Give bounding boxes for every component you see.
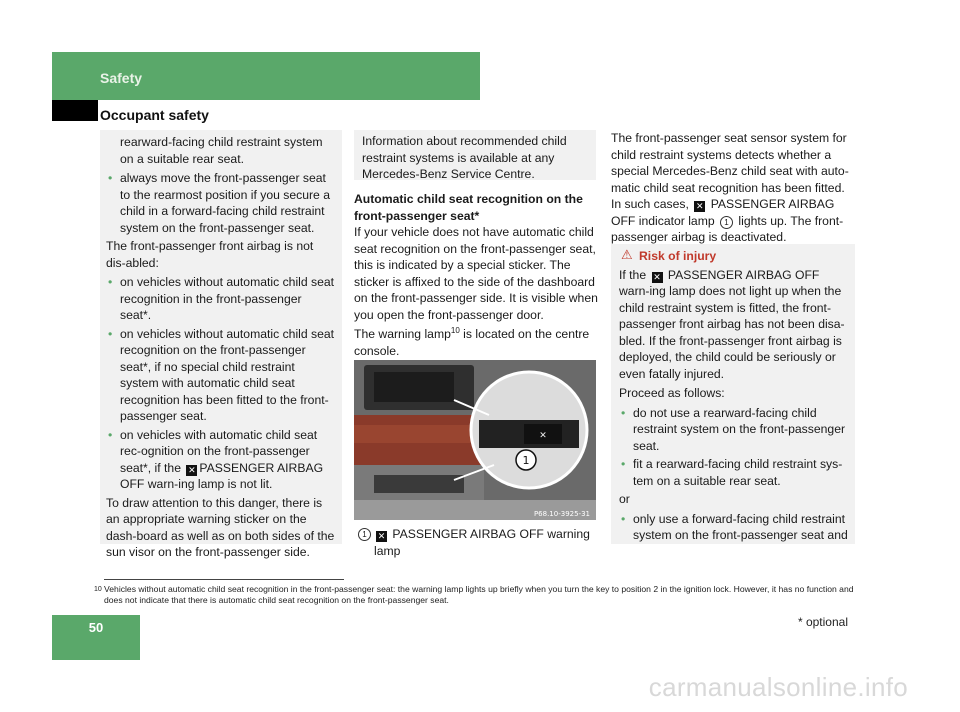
warning-heading: ⚠ Risk of injury (621, 247, 717, 263)
centre-console-illustration (354, 360, 596, 520)
warning-bullet-3: • only use a forward-facing child restraint system on the front-passenger seat and (621, 511, 848, 542)
photo-callout-number: 1 (522, 454, 530, 467)
continued-text: rearward-facing child restraint system on a suitable rear seat. (120, 135, 323, 166)
proceed-text: Proceed as follows: (619, 386, 725, 400)
warning-bullet-2: • fit a rearward-facing child restraint sys-tem on a suitable rear seat. (621, 457, 843, 488)
warning-body: If the ✕ PASSENGER AIRBAG OFF warn-ing lamp does not light up when the child restraint system is fitted, the front-passenger front airbag has not been disa-bled. If the front-passenger front airbag is deployed, the child could be seriously or even fatally injured. (619, 267, 845, 381)
subsection-title: Occupant safety (100, 107, 209, 123)
footnote-ref: 10 (450, 325, 460, 335)
draw-attention-text: To draw attention to this danger, there is an appropriate warning sticker on the dash-board as well as on both sides of the sun visor on the front-passenger side. (106, 495, 335, 559)
child-seat-airbag-icon: ✕ (696, 201, 704, 211)
callout-number: 1 (720, 216, 733, 229)
airbag-not-disabled: The front-passenger front airbag is not dis-abled: (106, 239, 314, 270)
page-number: 50 (88, 620, 104, 635)
bullet-no-recognition: • on vehicles without automatic child seat recognition in the front-passenger seat*. (108, 275, 335, 322)
footnote-rule (104, 579, 344, 580)
recognition-heading: Automatic child seat recognition on the front-passenger seat* (354, 192, 583, 223)
photo-code: P68.10-3925-31 (533, 510, 590, 518)
warning-bullet-1: • do not use a rearward-facing child restraint system on the front-passenger seat. (621, 405, 846, 453)
column-3-intro: The front-passenger seat sensor system for child restraint systems detects whether a special Mercedes-Benz child seat with auto-matic child seat recognition has been fitted. In such cases, ✕ PASSENGER AIRBAG OFF indicator lamp 1 lights up. The front-passenger airbag is deactivated. (611, 131, 849, 244)
section-title: Safety (100, 70, 143, 86)
info-panel (354, 130, 596, 180)
child-seat-airbag-icon: ✕ (377, 531, 386, 541)
svg-text:✕: ✕ (539, 431, 547, 441)
child-seat-airbag-icon: ✕ (653, 271, 661, 282)
bullet-no-sticker: • on vehicles without automatic child seat recognition on the front-passenger seat*, if no special child restraint system with automatic child seat recognition has been fitted to the front-passenger seat. (108, 326, 335, 423)
column-2-body (354, 186, 598, 362)
dashboard-photo (354, 360, 596, 520)
warning-triangle-icon: ⚠ (621, 247, 633, 262)
bullet-always: • always move the front-passenger seat to the rearmost position if you secure a child in a forward-facing child restraint system on the front-passenger seat. (108, 171, 331, 235)
watermark: carmanualsonline.info (648, 672, 908, 702)
optional-note: * optional (797, 615, 848, 629)
footnote-number: 10 (94, 586, 102, 593)
column-1-panel (100, 130, 342, 559)
child-seat-airbag-icon: ✕ (188, 464, 196, 475)
warning-panel (611, 244, 855, 544)
photo-caption: 1 ✕ PASSENGER AIRBAG OFF warning lamp (354, 526, 598, 559)
warning-lamp-para: The warning lamp$^{10}$ is located on the centre console. (354, 325, 590, 358)
caption-number: 1 (358, 528, 371, 541)
recognition-para: If your vehicle does not have automatic child seat recognition on the front-passenger seat, this is indicated by a special sticker. The sticker is affixed to the side of the dashboard on the front-passenger side. It is visible when you open the front-passenger door. (354, 225, 598, 322)
footnote (94, 584, 864, 606)
bullet-with-recognition: • on vehicles with automatic child seat rec-ognition on the front-passenger seat*, if the ✕ PASSENGER AIRBAG OFF warn-ing lamp is not lit. (108, 427, 324, 491)
or-text: or (619, 492, 630, 506)
info-text: Information about recommended child restraint systems is available at any Mercedes-Benz Service Centre. (362, 134, 567, 181)
section-tab-marker (52, 100, 98, 121)
footnote-text: Vehicles without automatic child seat recognition in the front-passenger seat: the warning lamp lights up briefly when you turn the key to position 2 in the ignition lock. However, it has no function and does not indicate that there is automatic child seat recognition on the front-passenger seat. (104, 584, 854, 605)
